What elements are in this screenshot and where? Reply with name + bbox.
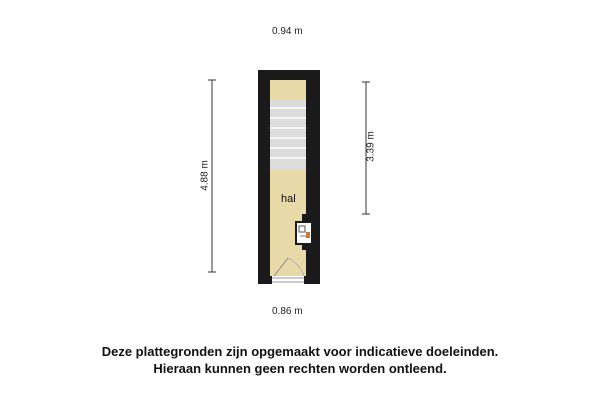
disclaimer-line-1: Deze plattegronden zijn opgemaakt voor indicatieve doeleinden. bbox=[101, 344, 499, 359]
disclaimer-line-2: Hieraan kunnen geen rechten worden ontleend. bbox=[153, 361, 447, 376]
room-label-hal: hal bbox=[281, 193, 296, 205]
staircase bbox=[270, 100, 306, 170]
dimension-bottom-width: 0.86 m bbox=[272, 306, 303, 317]
dimension-left-height: 4.88 m bbox=[199, 160, 211, 191]
dimension-top-width: 0.94 m bbox=[272, 26, 303, 37]
meter-cupboard bbox=[296, 222, 312, 244]
right-wall-step bbox=[306, 248, 320, 284]
dimension-right-height: 3.39 m bbox=[365, 131, 377, 162]
